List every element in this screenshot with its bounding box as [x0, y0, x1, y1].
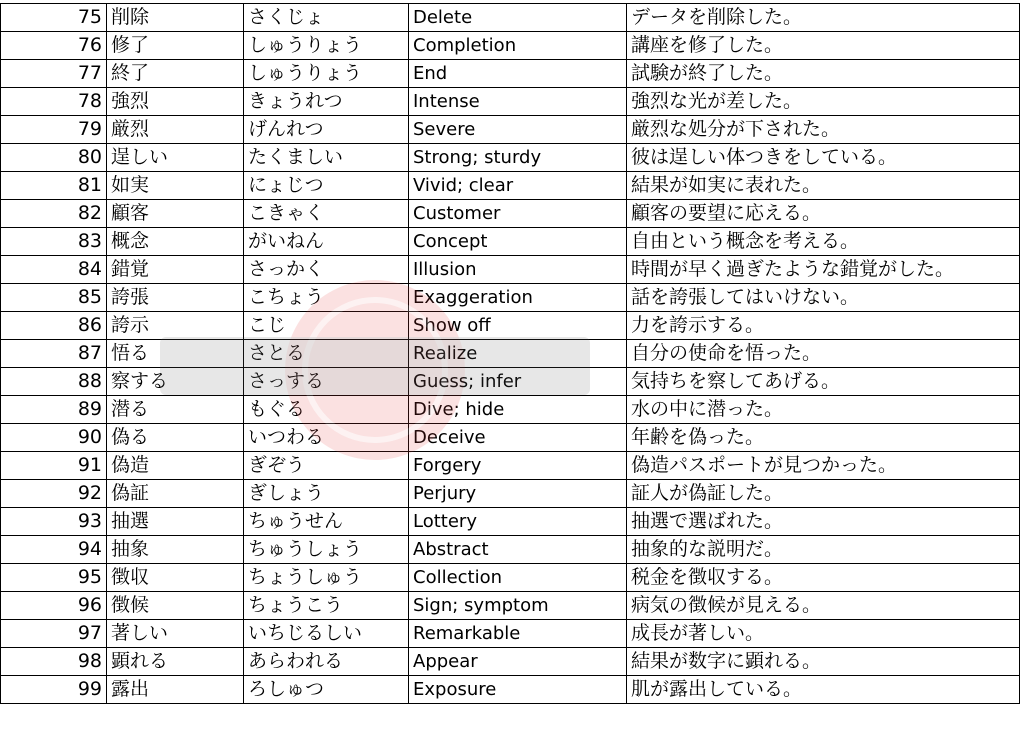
kanji-word: 誇張: [107, 284, 244, 312]
kana-reading: さとる: [244, 340, 409, 368]
table-row: [1, 536, 1020, 564]
kanji-word: 錯覚: [107, 256, 244, 284]
entry-number: 90: [1, 424, 107, 452]
example-sentence: 講座を修了した。: [627, 32, 1020, 60]
table-row: [1, 508, 1020, 536]
table-row: [1, 284, 1020, 312]
kana-reading: たくましい: [244, 144, 409, 172]
kanji-word: 厳烈: [107, 116, 244, 144]
kana-reading: げんれつ: [244, 116, 409, 144]
entry-number: 88: [1, 368, 107, 396]
kana-reading: がいねん: [244, 228, 409, 256]
kanji-word: 抽選: [107, 508, 244, 536]
kanji-word: 削除: [107, 4, 244, 32]
kanji-word: 強烈: [107, 88, 244, 116]
example-sentence: 話を誇張してはいけない。: [627, 284, 1020, 312]
table-row: [1, 676, 1020, 704]
example-sentence: 抽象的な説明だ。: [627, 536, 1020, 564]
example-sentence: 厳烈な処分が下された。: [627, 116, 1020, 144]
kana-reading: ちょうこう: [244, 592, 409, 620]
kanji-word: 偽る: [107, 424, 244, 452]
kana-reading: にょじつ: [244, 172, 409, 200]
table-row: [1, 88, 1020, 116]
table-row: [1, 116, 1020, 144]
kana-reading: さっする: [244, 368, 409, 396]
english-meaning: Deceive: [409, 424, 627, 452]
kanji-word: 抽象: [107, 536, 244, 564]
english-meaning: Severe: [409, 116, 627, 144]
kana-reading: こきゃく: [244, 200, 409, 228]
table-row: [1, 60, 1020, 88]
table-row: [1, 172, 1020, 200]
example-sentence: 成長が著しい。: [627, 620, 1020, 648]
table-row: [1, 620, 1020, 648]
english-meaning: Lottery: [409, 508, 627, 536]
kana-reading: こじ: [244, 312, 409, 340]
kana-reading: しゅうりょう: [244, 32, 409, 60]
kana-reading: ぎぞう: [244, 452, 409, 480]
example-sentence: 自分の使命を悟った。: [627, 340, 1020, 368]
example-sentence: 結果が如実に表れた。: [627, 172, 1020, 200]
english-meaning: Exposure: [409, 676, 627, 704]
kanji-word: 察する: [107, 368, 244, 396]
entry-number: 97: [1, 620, 107, 648]
kanji-word: 潜る: [107, 396, 244, 424]
vocabulary-table-body: [1, 4, 1020, 704]
entry-number: 94: [1, 536, 107, 564]
kanji-word: 概念: [107, 228, 244, 256]
english-meaning: Exaggeration: [409, 284, 627, 312]
table-row: [1, 424, 1020, 452]
kana-reading: もぐる: [244, 396, 409, 424]
english-meaning: Abstract: [409, 536, 627, 564]
table-row: [1, 452, 1020, 480]
english-meaning: Perjury: [409, 480, 627, 508]
kana-reading: ちゅうせん: [244, 508, 409, 536]
example-sentence: 結果が数字に顕れる。: [627, 648, 1020, 676]
english-meaning: Intense: [409, 88, 627, 116]
table-row: [1, 648, 1020, 676]
table-row: [1, 312, 1020, 340]
entry-number: 75: [1, 4, 107, 32]
example-sentence: データを削除した。: [627, 4, 1020, 32]
example-sentence: 税金を徴収する。: [627, 564, 1020, 592]
entry-number: 82: [1, 200, 107, 228]
kanji-word: 誇示: [107, 312, 244, 340]
table-row: [1, 32, 1020, 60]
english-meaning: Collection: [409, 564, 627, 592]
example-sentence: 病気の徴候が見える。: [627, 592, 1020, 620]
kanji-word: 逞しい: [107, 144, 244, 172]
example-sentence: 自由という概念を考える。: [627, 228, 1020, 256]
entry-number: 89: [1, 396, 107, 424]
english-meaning: Illusion: [409, 256, 627, 284]
example-sentence: 強烈な光が差した。: [627, 88, 1020, 116]
example-sentence: 試験が終了した。: [627, 60, 1020, 88]
english-meaning: Dive; hide: [409, 396, 627, 424]
kana-reading: あらわれる: [244, 648, 409, 676]
example-sentence: 肌が露出している。: [627, 676, 1020, 704]
example-sentence: 偽造パスポートが見つかった。: [627, 452, 1020, 480]
kanji-word: 偽証: [107, 480, 244, 508]
english-meaning: Customer: [409, 200, 627, 228]
entry-number: 79: [1, 116, 107, 144]
kanji-word: 悟る: [107, 340, 244, 368]
example-sentence: 時間が早く過ぎたような錯覚がした。: [627, 256, 1020, 284]
kana-reading: しゅうりょう: [244, 60, 409, 88]
example-sentence: 気持ちを察してあげる。: [627, 368, 1020, 396]
entry-number: 80: [1, 144, 107, 172]
kana-reading: いちじるしい: [244, 620, 409, 648]
kana-reading: さっかく: [244, 256, 409, 284]
kanji-word: 顕れる: [107, 648, 244, 676]
kanji-word: 露出: [107, 676, 244, 704]
entry-number: 96: [1, 592, 107, 620]
table-row: [1, 592, 1020, 620]
entry-number: 86: [1, 312, 107, 340]
english-meaning: Forgery: [409, 452, 627, 480]
kanji-word: 徴候: [107, 592, 244, 620]
english-meaning: Realize: [409, 340, 627, 368]
example-sentence: 証人が偽証した。: [627, 480, 1020, 508]
table-row: [1, 396, 1020, 424]
english-meaning: Guess; infer: [409, 368, 627, 396]
table-row: [1, 368, 1020, 396]
entry-number: 78: [1, 88, 107, 116]
table-row: [1, 340, 1020, 368]
kana-reading: ちょうしゅう: [244, 564, 409, 592]
kana-reading: さくじょ: [244, 4, 409, 32]
entry-number: 99: [1, 676, 107, 704]
entry-number: 81: [1, 172, 107, 200]
entry-number: 95: [1, 564, 107, 592]
english-meaning: Concept: [409, 228, 627, 256]
entry-number: 85: [1, 284, 107, 312]
table-row: [1, 564, 1020, 592]
table-row: [1, 256, 1020, 284]
kanji-word: 如実: [107, 172, 244, 200]
english-meaning: Sign; symptom: [409, 592, 627, 620]
entry-number: 92: [1, 480, 107, 508]
english-meaning: End: [409, 60, 627, 88]
english-meaning: Delete: [409, 4, 627, 32]
kana-reading: ちゅうしょう: [244, 536, 409, 564]
kanji-word: 修了: [107, 32, 244, 60]
example-sentence: 水の中に潜った。: [627, 396, 1020, 424]
table-row: [1, 4, 1020, 32]
entry-number: 84: [1, 256, 107, 284]
english-meaning: Remarkable: [409, 620, 627, 648]
example-sentence: 抽選で選ばれた。: [627, 508, 1020, 536]
table-row: [1, 480, 1020, 508]
entry-number: 98: [1, 648, 107, 676]
english-meaning: Completion: [409, 32, 627, 60]
table-row: [1, 228, 1020, 256]
example-sentence: 顧客の要望に応える。: [627, 200, 1020, 228]
entry-number: 87: [1, 340, 107, 368]
entry-number: 91: [1, 452, 107, 480]
kanji-word: 偽造: [107, 452, 244, 480]
table-row: [1, 144, 1020, 172]
example-sentence: 年齢を偽った。: [627, 424, 1020, 452]
english-meaning: Show off: [409, 312, 627, 340]
example-sentence: 彼は逞しい体つきをしている。: [627, 144, 1020, 172]
kanji-word: 終了: [107, 60, 244, 88]
entry-number: 83: [1, 228, 107, 256]
entry-number: 76: [1, 32, 107, 60]
vocabulary-table: [0, 3, 1020, 704]
english-meaning: Strong; sturdy: [409, 144, 627, 172]
entry-number: 77: [1, 60, 107, 88]
kana-reading: ろしゅつ: [244, 676, 409, 704]
kana-reading: こちょう: [244, 284, 409, 312]
kanji-word: 顧客: [107, 200, 244, 228]
entry-number: 93: [1, 508, 107, 536]
table-row: [1, 200, 1020, 228]
english-meaning: Vivid; clear: [409, 172, 627, 200]
example-sentence: 力を誇示する。: [627, 312, 1020, 340]
kana-reading: ぎしょう: [244, 480, 409, 508]
kanji-word: 徴収: [107, 564, 244, 592]
kana-reading: いつわる: [244, 424, 409, 452]
kanji-word: 著しい: [107, 620, 244, 648]
kana-reading: きょうれつ: [244, 88, 409, 116]
english-meaning: Appear: [409, 648, 627, 676]
